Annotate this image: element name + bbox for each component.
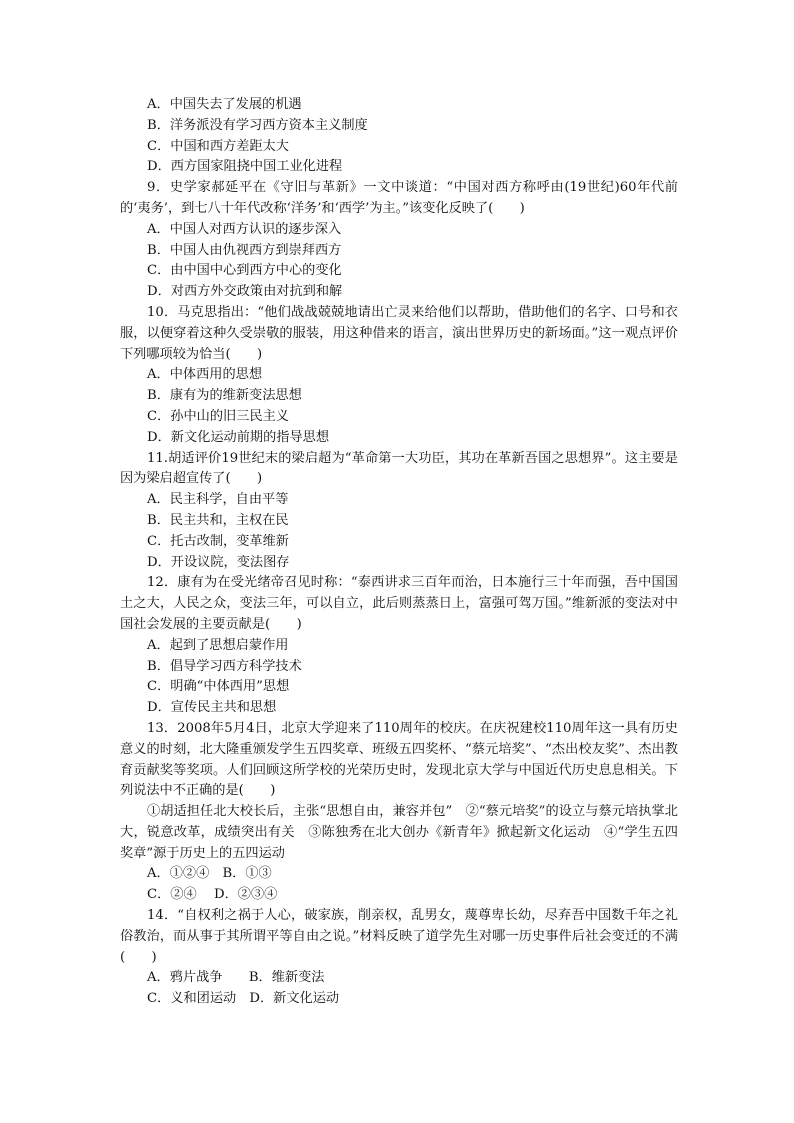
q12-stem: 12．康有为在受光绪帝召见时称：“泰西讲求三百年而治，日本施行三十年而强，吾中国国土之大，人民之众，变法三年，可以自立，此后则蒸蒸日上，富强可驾万国。”维新派的变法对中国社会发展的主要贡献是( ) [120, 575, 678, 632]
q14-stem: 14．“自权利之祸于人心，破家族，削亲权，乱男女，蔑尊卑长幼，尽弃吾中国数千年之礼俗教治，而从事于其所谓平等自由之说。”材料反映了道学先生对哪一历史事件后社会变迁的不满( ) [120, 908, 678, 965]
q10-stem: 10．马克思指出：“他们战战兢兢地请出亡灵来给他们以帮助，借助他们的名字、口号和衣服，以便穿着这种久受崇敬的服装，用这种借来的语言，演出世界历史的新场面。”这一观点评价下列哪项较为恰当( ) [120, 304, 678, 362]
q14-options-row-1: A．鸦片战争 B．维新变法 [147, 970, 325, 986]
q9-stem: 9．史学家郝延平在《守旧与革新》一文中谈道：“中国对西方称呼由(19世纪)60年代前的‘夷务’，到七八十年代改称‘洋务’和‘西学’为主。”该变化反映了( ) [120, 180, 678, 216]
q11-stem: 11.胡适评价19世纪末的梁启超为“革命第一大功臣，其功在革新吾国之思想界”。这主要是因为梁启超宣传了( ) [120, 450, 678, 487]
question-10 [120, 303, 678, 449]
q10-option-c: C．孙中山的旧三民主义 [147, 408, 289, 424]
q13-statements: ①胡适担任北大校长后，主张“思想自由，兼容并包” ②“蔡元培奖”的设立与蔡元培执掌北大，锐意改革，成绩突出有关 ③陈独秀在北大创办《新青年》掀起新文化运动 ④“学生五四奖章”源于历史上的五四运动 [120, 804, 678, 861]
q9-option-b: B．中国人由仇视西方到崇拜西方 [147, 242, 342, 258]
q9-option-a: A．中国人对西方认识的逐步深入 [147, 221, 342, 237]
q8-option-d: D．西方国家阻挠中国工业化进程 [147, 159, 343, 175]
q9-option-d: D．对西方外交政策由对抗到和解 [147, 284, 343, 300]
q9-option-c: C．由中国中心到西方中心的变化 [147, 263, 342, 279]
question-11 [120, 449, 678, 574]
q11-option-d: D．开设议院，变法图存 [147, 554, 290, 570]
q10-option-d: D．新文化运动前期的指导思想 [147, 429, 330, 445]
q13-stem: 13．2008年5月4日，北京大学迎来了110周年的校庆。在庆祝建校110周年这一具有历史意义的时刻，北大隆重颁发学生五四奖章、班级五四奖杯、“蔡元培奖”、“杰出校友奖”、杰出教育贡献奖等奖项。人们回顾这所学校的光荣历史时，发现北京大学与中国近代历史息息相关。下列说法中不正确的是( ) [120, 720, 678, 799]
question-14 [120, 906, 678, 1010]
q8-option-c: C．中国和西方差距太大 [147, 138, 289, 154]
q10-option-b: B．康有为的维新变法思想 [147, 388, 302, 404]
q12-option-b: B．倡导学习西方科学技术 [147, 658, 302, 674]
q11-option-b: B．民主共和，主权在民 [147, 512, 289, 528]
q12-option-c: C．明确“中体西用”思想 [147, 679, 290, 695]
q11-option-a: A．民主科学，自由平等 [147, 492, 289, 508]
q13-options-row-2: C．②④ D．②③④ [147, 887, 278, 903]
q12-option-d: D．宣传民主共和思想 [147, 700, 277, 716]
q13-options-row-1: A．①②④ B．①③ [147, 866, 272, 882]
q12-option-a: A．起到了思想启蒙作用 [147, 637, 289, 653]
q8-option-b: B．洋务派没有学习西方资本主义制度 [147, 117, 368, 133]
q10-option-a: A．中体西用的思想 [147, 367, 263, 383]
q11-option-c: C．托古改制，变革维新 [147, 533, 289, 549]
q8-options [120, 95, 678, 178]
question-13 [120, 719, 678, 906]
question-12 [120, 573, 678, 719]
q8-option-a: A．中国失去了发展的机遇 [147, 97, 302, 112]
question-9 [120, 178, 678, 303]
q14-options-row-2: C．义和团运动 D．新文化运动 [147, 991, 340, 1007]
question-content [120, 95, 678, 1010]
